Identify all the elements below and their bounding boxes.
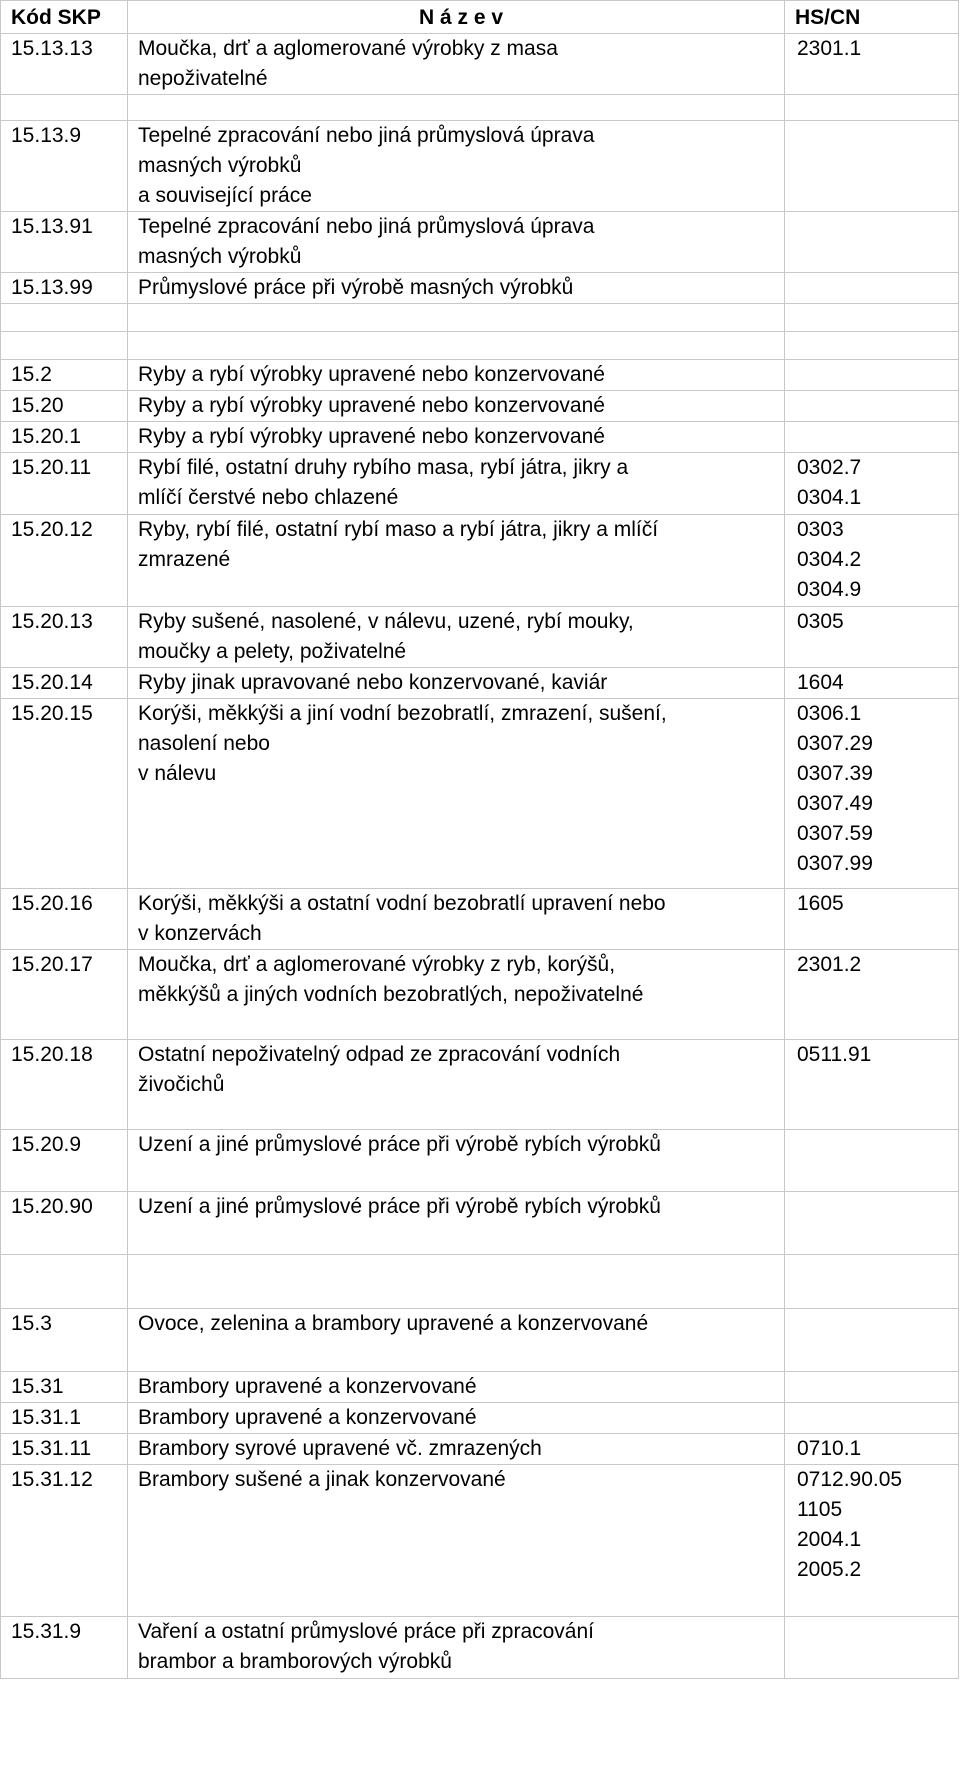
code-cell: 15.3 bbox=[1, 1309, 128, 1372]
code-cell: 15.31.12 bbox=[1, 1465, 128, 1617]
hs-cell bbox=[785, 360, 959, 391]
table-row bbox=[1, 1309, 959, 1372]
hs-cell bbox=[785, 212, 959, 273]
table-row bbox=[1, 668, 959, 699]
hs-cell: 0712.90.05 1105 2004.1 2005.2 bbox=[785, 1465, 959, 1617]
name-cell: Ryby, rybí filé, ostatní rybí maso a rybí játra, jikry a mlíčí zmrazené bbox=[128, 515, 785, 607]
table-row bbox=[1, 95, 959, 121]
code-cell bbox=[1, 1255, 128, 1309]
name-cell: Korýši, měkkýši a ostatní vodní bezobratlí upravení nebo v konzervách bbox=[128, 889, 785, 950]
code-cell: 15.31.1 bbox=[1, 1403, 128, 1434]
name-cell: Ryby a rybí výrobky upravené nebo konzervované bbox=[128, 391, 785, 422]
name-cell: Průmyslové práce při výrobě masných výrobků bbox=[128, 273, 785, 304]
hs-cell: 0511.91 bbox=[785, 1040, 959, 1130]
hs-cell: 0710.1 bbox=[785, 1434, 959, 1465]
hs-cell bbox=[785, 391, 959, 422]
table-row bbox=[1, 889, 959, 950]
table-row bbox=[1, 1465, 959, 1617]
name-cell: Brambory upravené a konzervované bbox=[128, 1372, 785, 1403]
table-row bbox=[1, 1403, 959, 1434]
hs-cell bbox=[785, 422, 959, 453]
name-cell: Brambory upravené a konzervované bbox=[128, 1403, 785, 1434]
code-cell: 15.20.17 bbox=[1, 950, 128, 1040]
name-cell: Ryby jinak upravované nebo konzervované, kaviár bbox=[128, 668, 785, 699]
header-hs: HS/CN bbox=[785, 1, 959, 34]
code-cell: 15.20.9 bbox=[1, 1130, 128, 1192]
name-cell: Ryby a rybí výrobky upravené nebo konzervované bbox=[128, 360, 785, 391]
hs-cell bbox=[785, 1255, 959, 1309]
name-cell: Brambory sušené a jinak konzervované bbox=[128, 1465, 785, 1617]
name-cell: Korýši, měkkýši a jiní vodní bezobratlí, zmrazení, sušení, nasolení nebo v nálevu bbox=[128, 699, 785, 889]
name-cell: Ostatní nepoživatelný odpad ze zpracování vodních živočichů bbox=[128, 1040, 785, 1130]
name-cell bbox=[128, 304, 785, 332]
code-cell: 15.20.15 bbox=[1, 699, 128, 889]
hs-cell bbox=[785, 1403, 959, 1434]
code-cell: 15.20.12 bbox=[1, 515, 128, 607]
table-row bbox=[1, 1130, 959, 1192]
code-cell: 15.20.90 bbox=[1, 1192, 128, 1255]
code-cell: 15.20.13 bbox=[1, 607, 128, 668]
code-cell: 15.20.14 bbox=[1, 668, 128, 699]
table-row bbox=[1, 1255, 959, 1309]
name-cell: Moučka, drť a aglomerované výrobky z masa nepoživatelné bbox=[128, 34, 785, 95]
hs-cell: 1605 bbox=[785, 889, 959, 950]
table-row bbox=[1, 212, 959, 273]
name-cell: Vaření a ostatní průmyslové práce při zpracování brambor a bramborových výrobků bbox=[128, 1617, 785, 1679]
table-row bbox=[1, 422, 959, 453]
code-cell bbox=[1, 95, 128, 121]
hs-cell bbox=[785, 304, 959, 332]
table-row bbox=[1, 699, 959, 889]
hs-cell: 0303 0304.2 0304.9 bbox=[785, 515, 959, 607]
hs-cell bbox=[785, 1192, 959, 1255]
hs-cell: 0305 bbox=[785, 607, 959, 668]
name-cell: Ryby a rybí výrobky upravené nebo konzervované bbox=[128, 422, 785, 453]
header-code: Kód SKP bbox=[1, 1, 128, 34]
name-cell: Brambory syrové upravené vč. zmrazených bbox=[128, 1434, 785, 1465]
code-cell: 15.31 bbox=[1, 1372, 128, 1403]
table-row bbox=[1, 950, 959, 1040]
hs-cell bbox=[785, 95, 959, 121]
code-cell: 15.13.9 bbox=[1, 121, 128, 212]
hs-cell bbox=[785, 1372, 959, 1403]
name-cell: Moučka, drť a aglomerované výrobky z ryb, korýšů, měkkýšů a jiných vodních bezobratlých, nepoživatelné bbox=[128, 950, 785, 1040]
hs-cell: 2301.1 bbox=[785, 34, 959, 95]
code-cell: 15.20.11 bbox=[1, 453, 128, 515]
table-row bbox=[1, 391, 959, 422]
table-row bbox=[1, 304, 959, 332]
table-row bbox=[1, 515, 959, 607]
hs-cell: 0302.7 0304.1 bbox=[785, 453, 959, 515]
code-cell: 15.20.16 bbox=[1, 889, 128, 950]
table-row bbox=[1, 121, 959, 212]
code-cell: 15.13.99 bbox=[1, 273, 128, 304]
table-row bbox=[1, 34, 959, 95]
name-cell: Ryby sušené, nasolené, v nálevu, uzené, rybí mouky, moučky a pelety, poživatelné bbox=[128, 607, 785, 668]
hs-cell: 0306.1 0307.29 0307.39 0307.49 0307.59 0307.99 bbox=[785, 699, 959, 889]
table-row bbox=[1, 1372, 959, 1403]
name-cell: Tepelné zpracování nebo jiná průmyslová úprava masných výrobků a související práce bbox=[128, 121, 785, 212]
table-row bbox=[1, 360, 959, 391]
hs-cell bbox=[785, 1617, 959, 1679]
name-cell bbox=[128, 332, 785, 360]
table-row bbox=[1, 1040, 959, 1130]
name-cell: Tepelné zpracování nebo jiná průmyslová úprava masných výrobků bbox=[128, 212, 785, 273]
code-cell: 15.20.18 bbox=[1, 1040, 128, 1130]
table-row bbox=[1, 453, 959, 515]
code-cell: 15.31.11 bbox=[1, 1434, 128, 1465]
hs-cell: 1604 bbox=[785, 668, 959, 699]
header-row bbox=[1, 1, 959, 34]
code-cell bbox=[1, 332, 128, 360]
code-cell: 15.2 bbox=[1, 360, 128, 391]
hs-cell bbox=[785, 273, 959, 304]
hs-cell bbox=[785, 121, 959, 212]
code-cell: 15.13.13 bbox=[1, 34, 128, 95]
table-row bbox=[1, 1617, 959, 1679]
table-row bbox=[1, 273, 959, 304]
name-cell: Uzení a jiné průmyslové práce při výrobě rybích výrobků bbox=[128, 1130, 785, 1192]
code-cell: 15.20 bbox=[1, 391, 128, 422]
table-row bbox=[1, 332, 959, 360]
hs-cell bbox=[785, 1130, 959, 1192]
table-row bbox=[1, 1434, 959, 1465]
table-row bbox=[1, 607, 959, 668]
hs-cell: 2301.2 bbox=[785, 950, 959, 1040]
name-cell: Uzení a jiné průmyslové práce při výrobě rybích výrobků bbox=[128, 1192, 785, 1255]
hs-cell bbox=[785, 332, 959, 360]
name-cell: Rybí filé, ostatní druhy rybího masa, rybí játra, jikry a mlíčí čerstvé nebo chlazené bbox=[128, 453, 785, 515]
name-cell: Ovoce, zelenina a brambory upravené a konzervované bbox=[128, 1309, 785, 1372]
name-cell bbox=[128, 95, 785, 121]
header-name: N á z e v bbox=[128, 1, 785, 34]
code-cell: 15.20.1 bbox=[1, 422, 128, 453]
table-row bbox=[1, 1192, 959, 1255]
code-cell: 15.13.91 bbox=[1, 212, 128, 273]
hs-cell bbox=[785, 1309, 959, 1372]
code-cell bbox=[1, 304, 128, 332]
name-cell bbox=[128, 1255, 785, 1309]
code-cell: 15.31.9 bbox=[1, 1617, 128, 1679]
